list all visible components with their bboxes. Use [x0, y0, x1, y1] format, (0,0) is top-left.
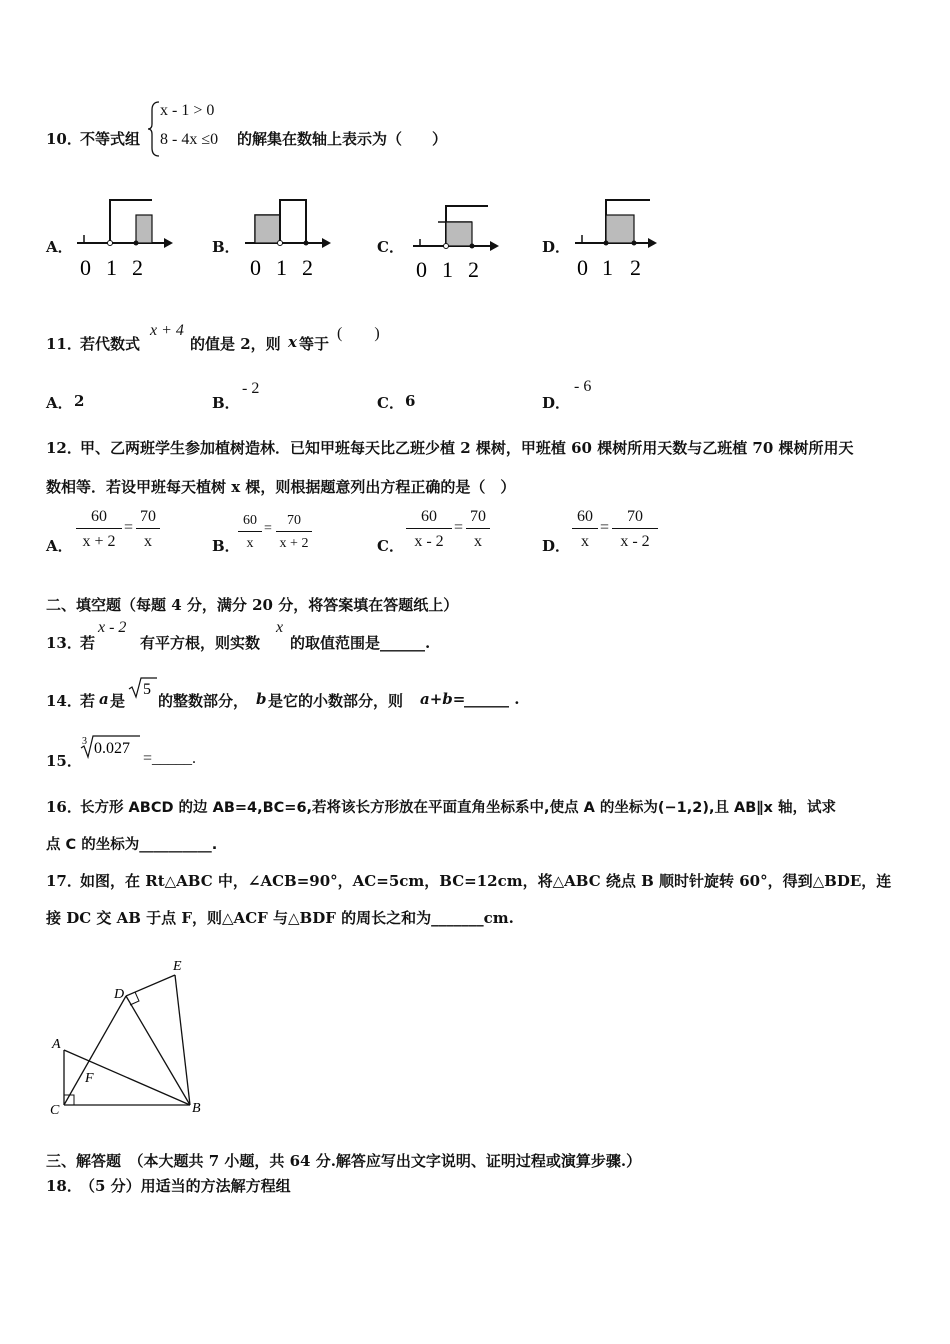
- q15-suffix: =_____.: [143, 750, 197, 767]
- q12-b-right-fraction: $\frac{70}{x + 2}$: [276, 513, 312, 552]
- q10-b-tick-2: 2: [302, 255, 313, 280]
- q14-sqrt-icon: [128, 676, 158, 700]
- q10-option-a-numberline: [72, 195, 177, 285]
- q12-a-equals: =: [124, 519, 134, 536]
- q13-suffix: 的取值范围是______.: [290, 634, 431, 652]
- q10-prefix: 不等式组: [80, 130, 141, 148]
- q14-is: 是: [110, 692, 126, 710]
- q13-number: 13．: [46, 634, 82, 652]
- q17-label-f: F: [85, 1071, 94, 1086]
- q10-a-tick-1: 1: [106, 255, 117, 280]
- q10-ineq1: x - 1 > 0: [160, 102, 215, 119]
- q12-c-left-fraction: $\frac{60}{x - 2}$: [406, 508, 452, 551]
- q10-suffix: 的解集在数轴上表示为（ ）: [237, 130, 448, 148]
- q11-option-b-label: B．: [212, 394, 240, 412]
- q12-line1: 甲、乙两班学生参加植树造林．已知甲班每天比乙班少植 2 棵树，甲班植 60 棵树所用天数与乙班植 70 棵树所用天: [80, 439, 854, 457]
- q10-option-b-numberline: [240, 195, 335, 285]
- q10-option-c-numberline: [408, 195, 503, 285]
- q17-geometry-figure: [40, 950, 220, 1125]
- q11-option-d-label: D．: [542, 394, 571, 412]
- q15-index: 3: [82, 736, 87, 747]
- section3-heading: 三、解答题 （本大题共 7 小题，共 64 分.解答应写出文字说明、证明过程或演算步骤.）: [46, 1152, 642, 1170]
- q11-option-b-value: - 2: [242, 380, 260, 397]
- q12-option-b-label: B．: [212, 537, 240, 555]
- q12-option-a-label: A．: [46, 537, 73, 555]
- section2-heading: 二、填空题（每题 4 分，满分 20 分，将答案填在答题纸上）: [46, 596, 459, 614]
- q10-a-tick-2: 2: [132, 255, 143, 280]
- q10-d-tick-2: 2: [630, 255, 641, 280]
- q17-label-a: A: [52, 1037, 61, 1052]
- q10-c-tick-0: 0: [416, 257, 427, 282]
- q14-a: a: [99, 690, 109, 708]
- q11-paren: ( ): [337, 325, 380, 342]
- q11-option-c-value: 6: [405, 392, 416, 410]
- q17-number: 17．: [46, 872, 82, 890]
- q14-number: 14．: [46, 692, 82, 710]
- q11-suffix: 等于: [299, 335, 330, 353]
- q10-b-tick-0: 0: [250, 255, 261, 280]
- q16-line2: 点 C 的坐标为__________.: [46, 837, 218, 853]
- q14-radicand: 5: [143, 681, 151, 698]
- q10-option-c-label: C．: [377, 238, 404, 256]
- q15-number: 15．: [46, 752, 82, 770]
- q12-a-right-fraction: $\frac{70}{x}$: [136, 508, 160, 551]
- q11-option-d-value: - 6: [574, 378, 592, 395]
- q11-prefix: 若代数式: [80, 335, 141, 353]
- q15-radicand: 0.027: [94, 740, 130, 757]
- q10-a-tick-0: 0: [80, 255, 91, 280]
- q10-d-tick-1: 1: [602, 255, 613, 280]
- q12-option-c-label: C．: [377, 537, 404, 555]
- q13-expression: x - 2: [98, 619, 127, 636]
- q10-option-d-numberline: [572, 195, 662, 285]
- q14-blank: ______ .: [464, 690, 520, 708]
- q14-sum: a+b=: [420, 690, 466, 708]
- q16-line1: 长方形 ABCD 的边 AB=4,BC=6,若将该长方形放在平面直角坐标系中,使点 A 的坐标为(−1,2),且 AB∥x 轴，试求: [80, 800, 836, 816]
- q10-option-b-label: B．: [212, 238, 240, 256]
- q10-number: 10．: [46, 130, 82, 148]
- q17-label-c: C: [50, 1103, 60, 1118]
- q11-middle: 的值是 2，则: [190, 335, 281, 353]
- q13-prefix: 若: [80, 634, 96, 652]
- q12-b-equals: =: [264, 521, 272, 536]
- q10-c-tick-1: 1: [442, 257, 453, 282]
- q12-a-left-fraction: $\frac{60}{x + 2}$: [76, 508, 122, 551]
- q10-d-tick-0: 0: [577, 255, 588, 280]
- q12-number: 12．: [46, 439, 82, 457]
- q17-line2: 接 DC 交 AB 于点 F，则△ACF 与△BDF 的周长之和为_______cm.: [46, 909, 514, 927]
- q17-label-e: E: [173, 959, 182, 974]
- q15-cube-root-icon: [80, 734, 142, 760]
- q12-option-d-label: D．: [542, 537, 571, 555]
- q10-option-a-label: A．: [46, 238, 73, 256]
- q10-c-tick-2: 2: [468, 257, 479, 282]
- q14-middle: 的整数部分，: [158, 692, 249, 710]
- q12-b-left-fraction: $\frac{60}{x}$: [238, 513, 262, 552]
- q17-line1: 如图，在 Rt△ABC 中，∠ACB=90°，AC=5cm，BC=12cm，将△ABC 绕点 B 顺时针旋转 60°，得到△BDE，连: [80, 872, 892, 890]
- q11-number: 11．: [46, 335, 82, 353]
- q12-c-right-fraction: $\frac{70}{x}$: [466, 508, 490, 551]
- q10-b-tick-1: 1: [276, 255, 287, 280]
- q18-text: （5 分）用适当的方法解方程组: [80, 1177, 291, 1195]
- q17-label-b: B: [192, 1101, 201, 1116]
- q12-d-equals: =: [600, 519, 610, 536]
- q12-d-right-fraction: $\frac{70}{x - 2}$: [612, 508, 658, 551]
- q11-option-a-value: 2: [74, 392, 85, 410]
- q12-d-left-fraction: $\frac{60}{x}$: [572, 508, 598, 551]
- q14-b: b: [256, 690, 267, 708]
- q11-option-c-label: C．: [377, 394, 404, 412]
- q11-expression: x + 4: [150, 322, 184, 339]
- q13-middle: 有平方根，则实数: [140, 634, 261, 652]
- q13-var: x: [276, 619, 284, 636]
- q10-ineq2: 8 - 4x ≤0: [160, 131, 219, 148]
- q14-suffix: 是它的小数部分，则: [268, 692, 404, 710]
- q16-number: 16．: [46, 798, 82, 816]
- q14-prefix: 若: [80, 692, 96, 710]
- q12-line2: 数相等．若设甲班每天植树 x 棵，则根据题意列出方程正确的是（ ）: [46, 478, 516, 496]
- q11-var: x: [288, 333, 297, 351]
- q18-number: 18．: [46, 1177, 82, 1195]
- q17-label-d: D: [114, 987, 125, 1002]
- q12-c-equals: =: [454, 519, 464, 536]
- q11-option-a-label: A．: [46, 394, 73, 412]
- q10-option-d-label: D．: [542, 238, 571, 256]
